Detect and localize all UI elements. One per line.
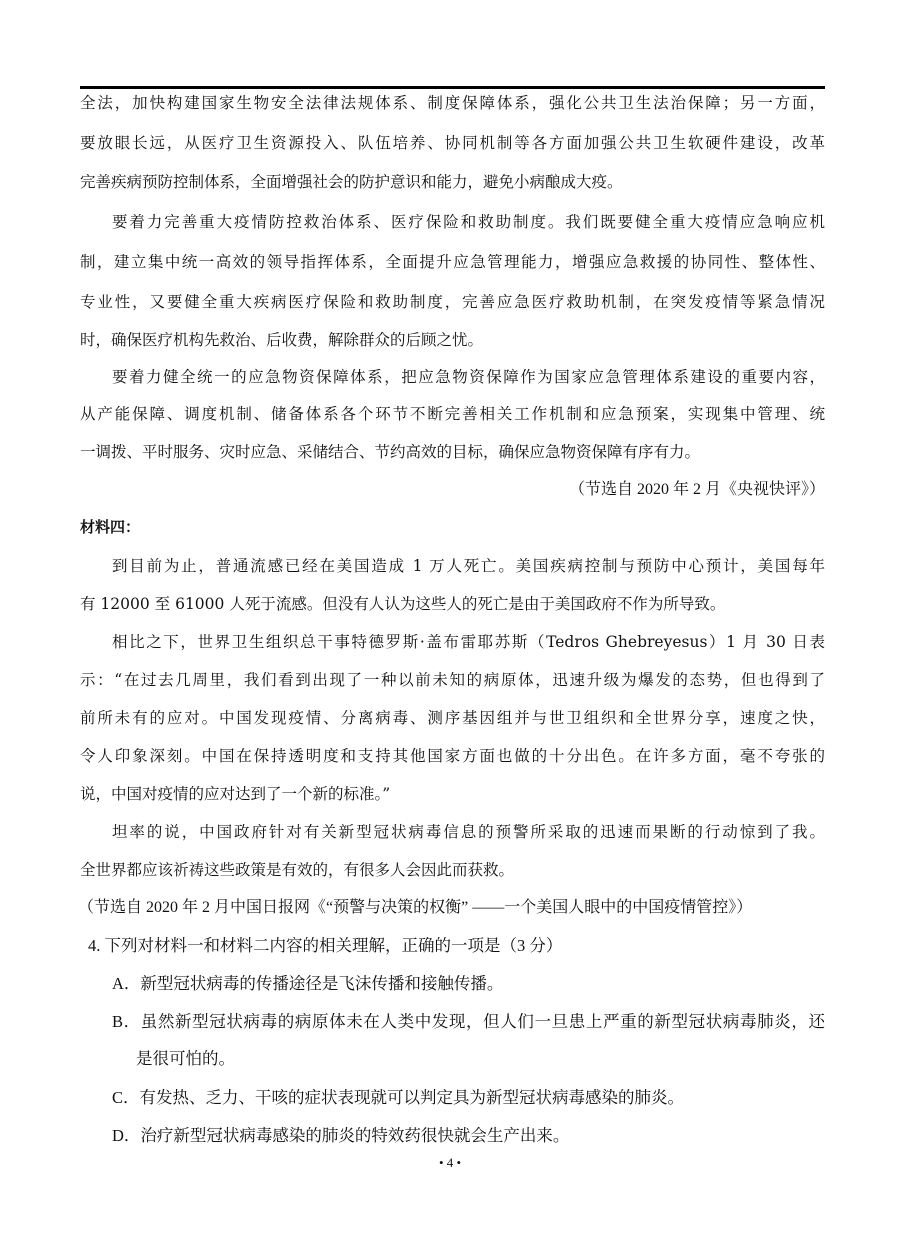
text-line: 要着力健全统一的应急物资保障体系，把应急物资保障作为国家应急管理体系建设的重要内容， [112, 368, 825, 386]
header-rule [80, 86, 825, 89]
text-line: 从产能保障、调度机制、储备体系各个环节不断完善相关工作机制和应急预案，实现集中管理、统 [80, 405, 825, 423]
text-line: 前所未有的应对。中国发现疫情、分离病毒、测序基因组并与世卫组织和全世界分享，速度之快， [80, 709, 825, 727]
text-line: 示：“在过去几周里，我们看到出现了一种以前未知的病原体，迅速升级为爆发的态势，但也得到了 [80, 671, 825, 689]
text-line: 制，建立集中统一高效的领导指挥体系，全面提升应急管理能力，增强应急救援的协同性、整体性、 [80, 253, 825, 271]
text-line: 时，确保医疗机构先救治、后收费，解除群众的后顾之忧。 [80, 331, 484, 349]
text-line: 专业性，又要健全重大疾病医疗保险和救助制度，完善应急医疗救助机制，在突发疫情等紧急情况 [80, 293, 825, 311]
text-line: 全法，加快构建国家生物安全法律法规体系、制度保障体系，强化公共卫生法治保障；另一方面， [80, 94, 825, 112]
question-stem: 4. 下列对材料一和材料二内容的相关理解，正确的一项是（3 分） [88, 936, 563, 955]
text-line: 全世界都应该祈祷这些政策是有效的，有很多人会因此而获救。 [80, 861, 515, 879]
text-line: 要放眼长远，从医疗卫生资源投入、队伍培养、协同机制等各方面加强公共卫生软硬件建设，改革 [80, 134, 825, 152]
text-line: 到目前为止，普通流感已经在美国造成 1 万人死亡。美国疾病控制与预防中心预计，美国每年 [112, 557, 825, 575]
text-line: 令人印象深刻。中国在保持透明度和支持其他国家方面也做的十分出色。在许多方面，毫不夸张的 [80, 747, 825, 765]
text-line: 坦率的说，中国政府针对有关新型冠状病毒信息的预警所采取的迅速而果断的行动惊到了我。 [112, 823, 825, 841]
text-line: 一调拨、平时服务、灾时应急、采储结合、节约高效的目标，确保应急物资保障有序有力。 [80, 443, 701, 461]
option-b-cont: 是很可怕的。 [136, 1049, 235, 1068]
section-heading: 材料四： [80, 518, 141, 536]
text-line: 说，中国对疫情的应对达到了一个新的标准。” [80, 785, 391, 803]
option-c: C．有发热、乏力、干咳的症状表现就可以判定具为新型冠状病毒感染的肺炎。 [112, 1088, 685, 1107]
source-citation: （节选自 2020 年 2 月《央视快评》） [568, 481, 825, 498]
text-line: 完善疾病预防控制体系，全面增强社会的防护意识和能力，避免小病酿成大疫。 [80, 173, 623, 191]
option-b: B．虽然新型冠状病毒的病原体未在人类中发现，但人们一旦患上严重的新型冠状病毒肺炎，还 [112, 1012, 825, 1031]
text-line: 相比之下，世界卫生组织总干事特德罗斯·盖布雷耶苏斯（Tedros Ghebreyesus）1 月 30 日表 [112, 633, 825, 651]
text-line: 要着力完善重大疫情防控救治体系、医疗保险和救助制度。我们既要健全重大疫情应急响应机 [112, 213, 825, 231]
option-d: D．治疗新型冠状病毒感染的肺炎的特效药很快就会生产出来。 [112, 1126, 570, 1145]
source-citation: （节选自 2020 年 2 月中国日报网《“预警与决策的权衡” ——一个美国人眼中的中国疫情管控》） [78, 899, 753, 916]
option-a: A．新型冠状病毒的传播途径是飞沫传播和接触传播。 [112, 974, 504, 993]
text-line: 有 12000 至 61000 人死于流感。但没有人认为这些人的死亡是由于美国政府不作为所导致。 [80, 595, 726, 613]
page-number: • 4 • [438, 1155, 462, 1170]
